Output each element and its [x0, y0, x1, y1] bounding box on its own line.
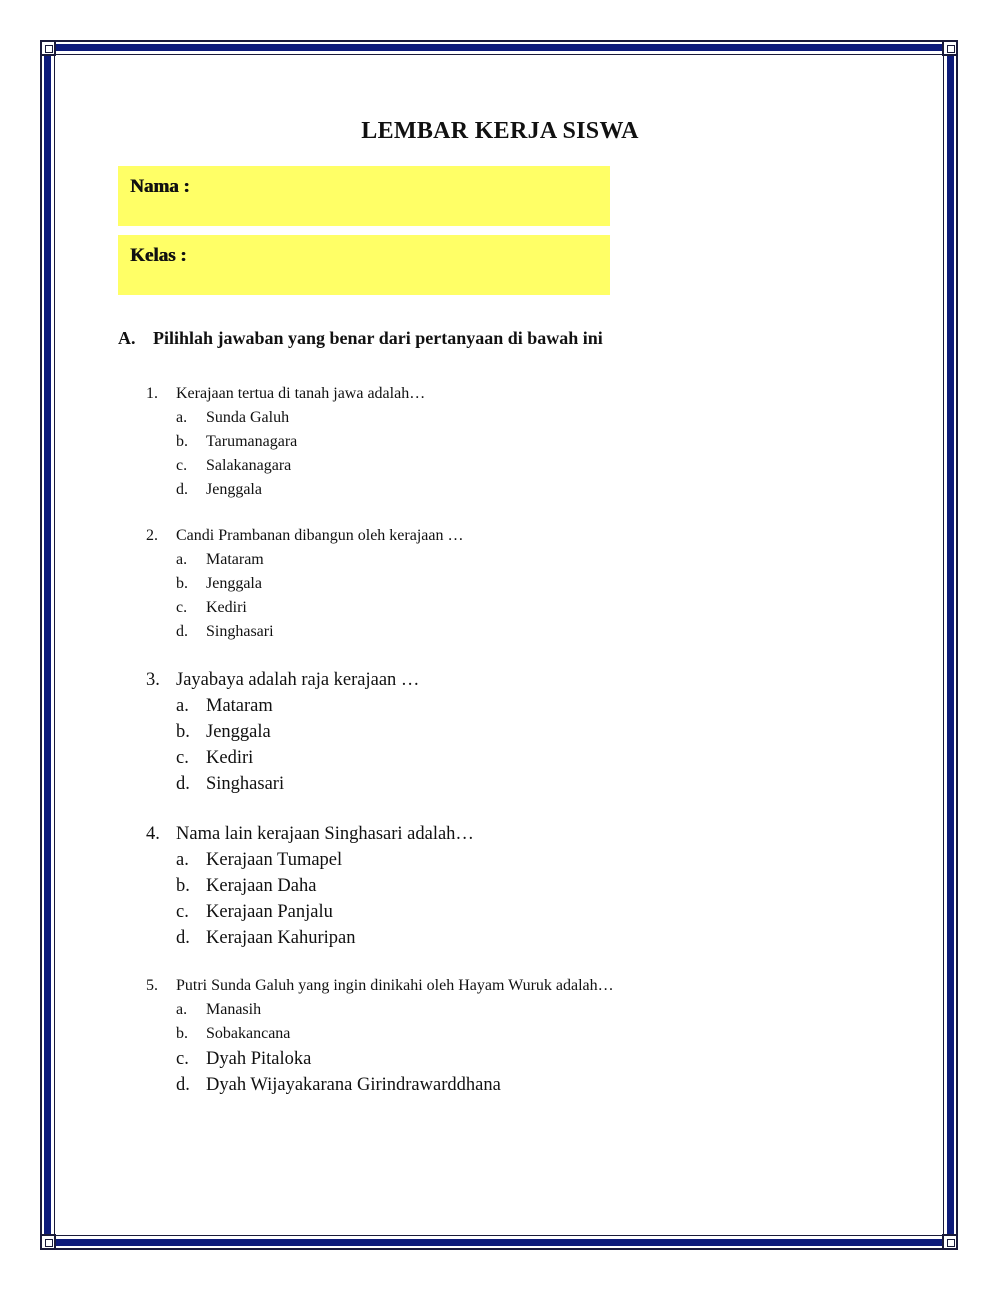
- question-number: 3.: [146, 670, 160, 690]
- question-text: Candi Prambanan dibangun oleh kerajaan …: [176, 527, 464, 544]
- option-letter: d.: [176, 1075, 190, 1095]
- option-text: Mataram: [206, 551, 264, 568]
- option-text: Singhasari: [206, 623, 274, 640]
- option-a[interactable]: [176, 406, 425, 430]
- option-letter: b.: [176, 1025, 188, 1042]
- option-letter: c.: [176, 457, 188, 474]
- option-d[interactable]: [176, 925, 474, 951]
- option-d[interactable]: [176, 478, 425, 502]
- option-a[interactable]: [176, 693, 419, 719]
- class-field[interactable]: [118, 235, 610, 295]
- question-number: 1.: [146, 385, 158, 402]
- border-corner-bottom-right: [942, 1234, 958, 1250]
- option-c[interactable]: [176, 745, 419, 771]
- option-text: Manasih: [206, 1001, 262, 1018]
- option-text: Jenggala: [206, 481, 262, 498]
- option-letter: a.: [176, 409, 188, 426]
- section-instruction: Pilihlah jawaban yang benar dari pertanyaan di bawah ini: [153, 328, 603, 348]
- question-2: [146, 524, 463, 644]
- option-letter: c.: [176, 1049, 189, 1069]
- question-text: Nama lain kerajaan Singhasari adalah…: [176, 824, 474, 844]
- question-text: Putri Sunda Galuh yang ingin dinikahi oleh Hayam Wuruk adalah…: [176, 977, 614, 994]
- question-3: [146, 667, 419, 797]
- border-corner-top-right: [942, 40, 958, 56]
- option-text: Dyah Pitaloka: [206, 1049, 312, 1069]
- option-b[interactable]: [176, 430, 425, 454]
- option-letter: b.: [176, 876, 190, 896]
- option-text: Salakanagara: [206, 457, 292, 474]
- option-text: Kerajaan Kahuripan: [206, 928, 356, 948]
- option-letter: c.: [176, 599, 188, 616]
- option-text: Sunda Galuh: [206, 409, 290, 426]
- option-d[interactable]: [176, 1072, 614, 1098]
- option-c[interactable]: [176, 596, 463, 620]
- option-letter: a.: [176, 850, 189, 870]
- option-a[interactable]: [176, 548, 463, 572]
- question-number: 2.: [146, 527, 158, 544]
- option-letter: b.: [176, 433, 188, 450]
- option-a[interactable]: [176, 998, 614, 1022]
- question-1: [146, 382, 425, 502]
- option-text: Dyah Wijayakarana Girindrawarddhana: [206, 1075, 501, 1095]
- option-text: Tarumanagara: [206, 433, 298, 450]
- question-text: Kerajaan tertua di tanah jawa adalah…: [176, 385, 426, 402]
- option-c[interactable]: [176, 1046, 614, 1072]
- option-text: Jenggala: [206, 722, 271, 742]
- option-text: Kerajaan Panjalu: [206, 902, 333, 922]
- option-text: Jenggala: [206, 575, 262, 592]
- question-text: Jayabaya adalah raja kerajaan …: [176, 670, 420, 690]
- border-corner-top-left: [40, 40, 56, 56]
- option-d[interactable]: [176, 620, 463, 644]
- option-d[interactable]: [176, 771, 419, 797]
- question-number: 5.: [146, 977, 158, 994]
- border-corner-bottom-left: [40, 1234, 56, 1250]
- option-letter: d.: [176, 928, 190, 948]
- question-number: 4.: [146, 824, 160, 844]
- class-label: Kelas :: [130, 245, 187, 266]
- option-c[interactable]: [176, 454, 425, 478]
- option-text: Sobakancana: [206, 1025, 291, 1042]
- option-letter: c.: [176, 748, 189, 768]
- option-text: Kerajaan Daha: [206, 876, 317, 896]
- option-letter: d.: [176, 481, 188, 498]
- option-text: Singhasari: [206, 774, 285, 794]
- option-b[interactable]: [176, 572, 463, 596]
- name-label: Nama :: [130, 176, 190, 197]
- section-heading: [118, 328, 603, 349]
- option-text: Mataram: [206, 696, 273, 716]
- option-letter: a.: [176, 696, 189, 716]
- option-b[interactable]: [176, 1022, 614, 1046]
- option-letter: d.: [176, 774, 190, 794]
- option-letter: c.: [176, 902, 189, 922]
- option-text: Kediri: [206, 748, 254, 768]
- page-title: LEMBAR KERJA SISWA: [361, 118, 639, 144]
- question-5: [146, 974, 614, 1098]
- option-letter: b.: [176, 575, 188, 592]
- name-field[interactable]: [118, 166, 610, 226]
- option-letter: b.: [176, 722, 190, 742]
- option-text: Kediri: [206, 599, 247, 616]
- option-text: Kerajaan Tumapel: [206, 850, 343, 870]
- option-letter: d.: [176, 623, 188, 640]
- option-b[interactable]: [176, 873, 474, 899]
- question-4: [146, 821, 474, 951]
- option-letter: a.: [176, 551, 188, 568]
- option-a[interactable]: [176, 847, 474, 873]
- option-b[interactable]: [176, 719, 419, 745]
- option-letter: a.: [176, 1001, 188, 1018]
- section-letter: A.: [118, 328, 136, 348]
- option-c[interactable]: [176, 899, 474, 925]
